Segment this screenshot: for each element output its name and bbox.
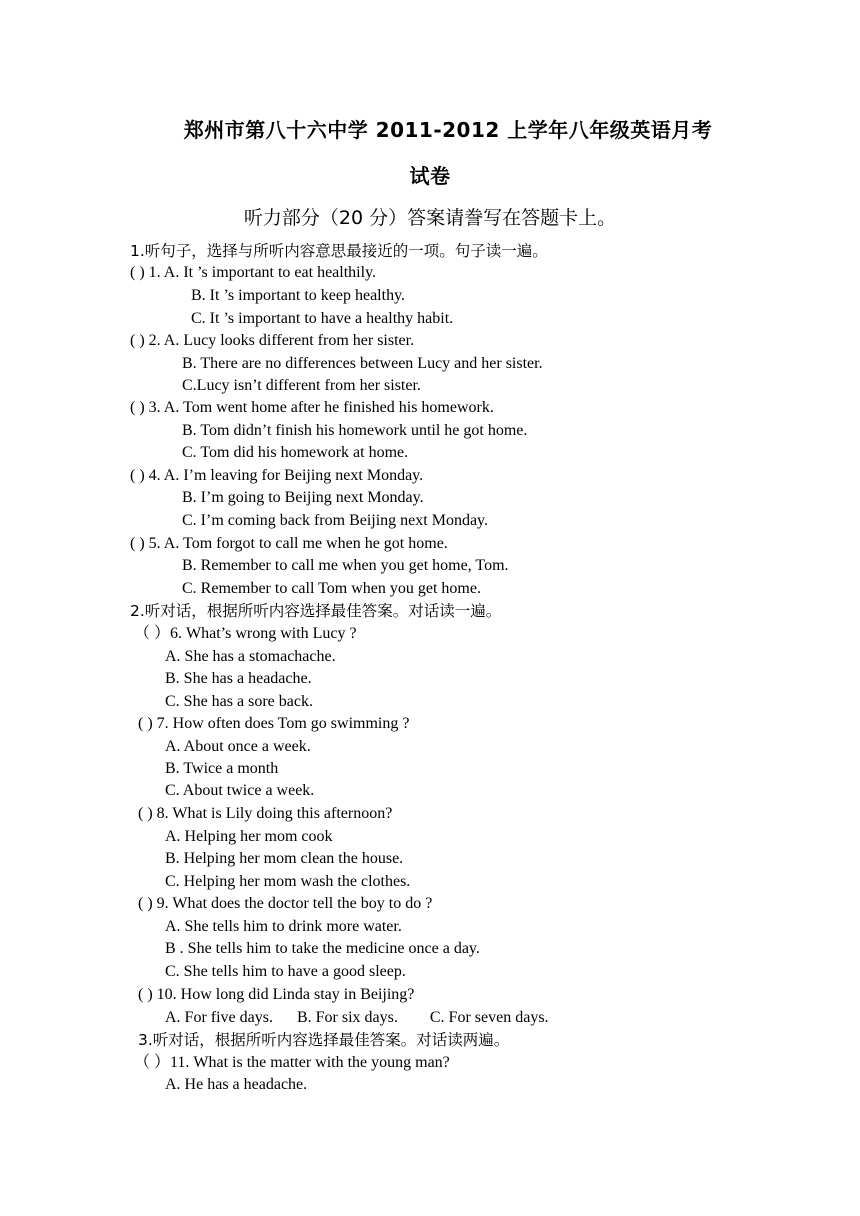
q3-option-c: C. Tom did his homework at home. xyxy=(182,444,409,461)
q9-stem: ( ) 9. What does the doctor tell the boy to do ? xyxy=(138,895,433,912)
q8-stem: ( ) 8. What is Lily doing this afternoon? xyxy=(138,805,393,822)
q8-option-b: B. Helping her mom clean the house. xyxy=(165,850,404,867)
q7-stem: ( ) 7. How often does Tom go swimming ? xyxy=(138,715,410,732)
q9-option-a: A. She tells him to drink more water. xyxy=(165,918,402,935)
q8-option-a: A. Helping her mom cook xyxy=(165,828,333,845)
q1-option-b: B. It ’s important to keep healthy. xyxy=(191,287,406,304)
q7-option-b: B. Twice a month xyxy=(165,760,279,777)
q11-stem: （ ）11. What is the matter with the young man? xyxy=(134,1054,450,1071)
q5-option-b: B. Remember to call me when you get home, Tom. xyxy=(182,557,509,574)
exam-title-line1: 郑州市第八十六中学 2011-2012 上学年八年级英语月考 xyxy=(183,118,713,142)
q6-option-b: B. She has a headache. xyxy=(165,670,312,687)
q6-stem: （ ）6. What’s wrong with Lucy ? xyxy=(134,625,357,642)
q9-option-b: B . She tells him to take the medicine once a day. xyxy=(165,940,480,957)
q11-option-a: A. He has a headache. xyxy=(165,1076,308,1093)
q2-option-c: C.Lucy isn’t different from her sister. xyxy=(182,377,421,394)
q3-option-b: B. Tom didn’t finish his homework until he got home. xyxy=(182,422,528,439)
q8-option-c: C. Helping her mom wash the clothes. xyxy=(165,873,411,890)
q1-option-c: C. It ’s important to have a healthy habit. xyxy=(191,310,454,327)
q10-stem: ( ) 10. How long did Linda stay in Beijing? xyxy=(138,986,415,1003)
q6-option-a: A. She has a stomachache. xyxy=(165,648,336,665)
q3-stem: ( ) 3. A. Tom went home after he finished his homework. xyxy=(130,399,494,416)
q6-option-c: C. She has a sore back. xyxy=(165,693,313,710)
part2-heading: 2.听对话，根据所听内容选择最佳答案。对话读一遍。 xyxy=(130,602,502,620)
listening-section-heading: 听力部分（20 分）答案请誊写在答题卡上。 xyxy=(243,207,617,229)
q7-option-c: C. About twice a week. xyxy=(165,782,315,799)
exam-title-line2: 试卷 xyxy=(409,164,451,188)
part3-heading: 3.听对话，根据所听内容选择最佳答案。对话读两遍。 xyxy=(138,1031,510,1049)
q5-stem: ( ) 5. A. Tom forgot to call me when he got home. xyxy=(130,535,448,552)
q7-option-a: A. About once a week. xyxy=(165,738,311,755)
q9-option-c: C. She tells him to have a good sleep. xyxy=(165,963,406,980)
q4-option-b: B. I’m going to Beijing next Monday. xyxy=(182,489,424,506)
part1-heading: 1.听句子，选择与所听内容意思最接近的一项。句子读一遍。 xyxy=(130,242,548,260)
q10-options: A. For five days. B. For six days. C. For seven days. xyxy=(165,1009,549,1026)
q1-stem: ( ) 1. A. It ’s important to eat healthily. xyxy=(130,264,377,281)
q2-stem: ( ) 2. A. Lucy looks different from her sister. xyxy=(130,332,415,349)
q4-stem: ( ) 4. A. I’m leaving for Beijing next Monday. xyxy=(130,467,424,484)
q2-option-b: B. There are no differences between Lucy and her sister. xyxy=(182,355,543,372)
q4-option-c: C. I’m coming back from Beijing next Monday. xyxy=(182,512,489,529)
q5-option-c: C. Remember to call Tom when you get home. xyxy=(182,580,481,597)
